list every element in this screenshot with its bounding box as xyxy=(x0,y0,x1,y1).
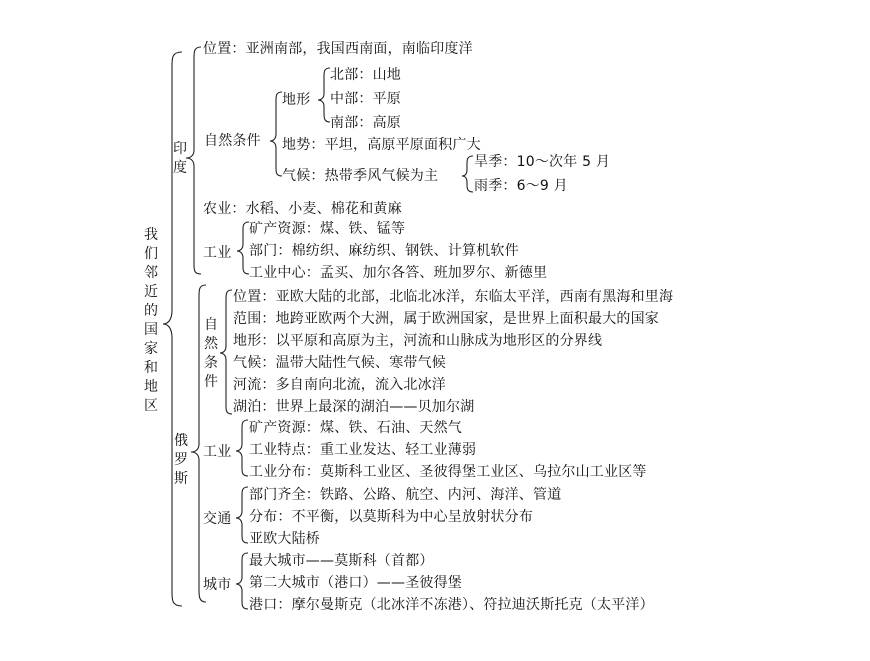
russia-natural-lakes: 湖泊：世界上最深的湖泊——贝加尔湖 xyxy=(233,399,475,415)
brace-india-industry xyxy=(237,222,249,274)
brace-russia-transport xyxy=(236,487,248,543)
india-terrain-label: 地形 xyxy=(282,92,311,108)
russia-cities-second: 第二大城市（港口）——圣彼得堡 xyxy=(249,575,462,591)
brace-india xyxy=(186,47,201,274)
india-climate-dry: 旱季：10～次年 5 月 xyxy=(474,154,611,170)
russia-industry-distribution: 工业分布：莫斯科工业区、圣彼得堡工业区、乌拉尔山工业区等 xyxy=(249,464,647,480)
brace-russia-cities xyxy=(236,553,248,609)
russia-natural-climate: 气候：温带大陆性气候、寒带气候 xyxy=(233,355,446,371)
root-label: 我们邻近的国家和地区 xyxy=(144,227,158,414)
india-terrain-south: 南部：高原 xyxy=(330,115,401,131)
brace-india-natural xyxy=(270,92,282,176)
russia-natural-rivers: 河流：多自南向北流，流入北冰洋 xyxy=(233,377,446,393)
russia-natural-terrain: 地形：以平原和高原为主，河流和山脉成为地形区的分界线 xyxy=(233,333,603,349)
india-terrain-north: 北部：山地 xyxy=(330,67,401,83)
russia-industry-features: 工业特点：重工业发达、轻工业薄弱 xyxy=(249,442,477,458)
india-label: 印度 xyxy=(173,141,187,176)
india-terrain-middle: 中部：平原 xyxy=(330,91,401,107)
india-agriculture: 农业：水稻、小麦、棉花和黄麻 xyxy=(203,201,402,217)
russia-transport-bridge: 亚欧大陆桥 xyxy=(249,531,320,547)
brace-india-terrain xyxy=(318,68,330,122)
india-climate-label: 气候：热带季风气候为主 xyxy=(282,168,439,184)
russia-transport-distribution: 分布：不平衡，以莫斯科为中心呈放射状分布 xyxy=(249,509,533,525)
india-industry-resources: 矿产资源：煤、铁、锰等 xyxy=(249,221,406,237)
brace-russia-industry xyxy=(236,420,248,476)
india-industry-centers: 工业中心：孟买、加尔各答、班加罗尔、新德里 xyxy=(249,265,548,281)
india-landform: 地势：平坦，高原平原面积广大 xyxy=(282,137,481,153)
russia-industry-resources: 矿产资源：煤、铁、石油、天然气 xyxy=(249,420,462,436)
brace-russia-natural xyxy=(220,290,232,414)
india-climate-wet: 雨季：6～9 月 xyxy=(474,178,568,194)
russia-natural-range: 范围：地跨亚欧两个大洲，属于欧洲国家，是世界上面积最大的国家 xyxy=(233,311,659,327)
brace-root xyxy=(163,52,182,606)
russia-cities-largest: 最大城市——莫斯科（首都） xyxy=(249,553,434,569)
india-location: 位置：亚洲南部，我国西南面，南临印度洋 xyxy=(203,41,473,57)
india-industry-label: 工业 xyxy=(203,245,232,261)
russia-transport-label: 交通 xyxy=(203,511,232,527)
russia-cities-ports: 港口：摩尔曼斯克（北冰洋不冻港）、符拉迪沃斯托克（太平洋） xyxy=(249,597,654,613)
india-industry-sectors: 部门：棉纺织、麻纺织、钢铁、计算机软件 xyxy=(249,243,519,259)
russia-industry-label: 工业 xyxy=(203,444,232,460)
russia-natural-location: 位置：亚欧大陆的北部，北临北冰洋，东临太平洋，西南有黑海和里海 xyxy=(233,289,674,305)
india-natural-label: 自然条件 xyxy=(204,133,261,149)
russia-label: 俄罗斯 xyxy=(174,433,188,487)
russia-transport-complete: 部门齐全：铁路、公路、航空、内河、海洋、管道 xyxy=(249,487,562,503)
russia-cities-label: 城市 xyxy=(203,577,232,593)
russia-natural-label: 自然条件 xyxy=(204,317,218,390)
brace-india-climate xyxy=(462,156,473,192)
